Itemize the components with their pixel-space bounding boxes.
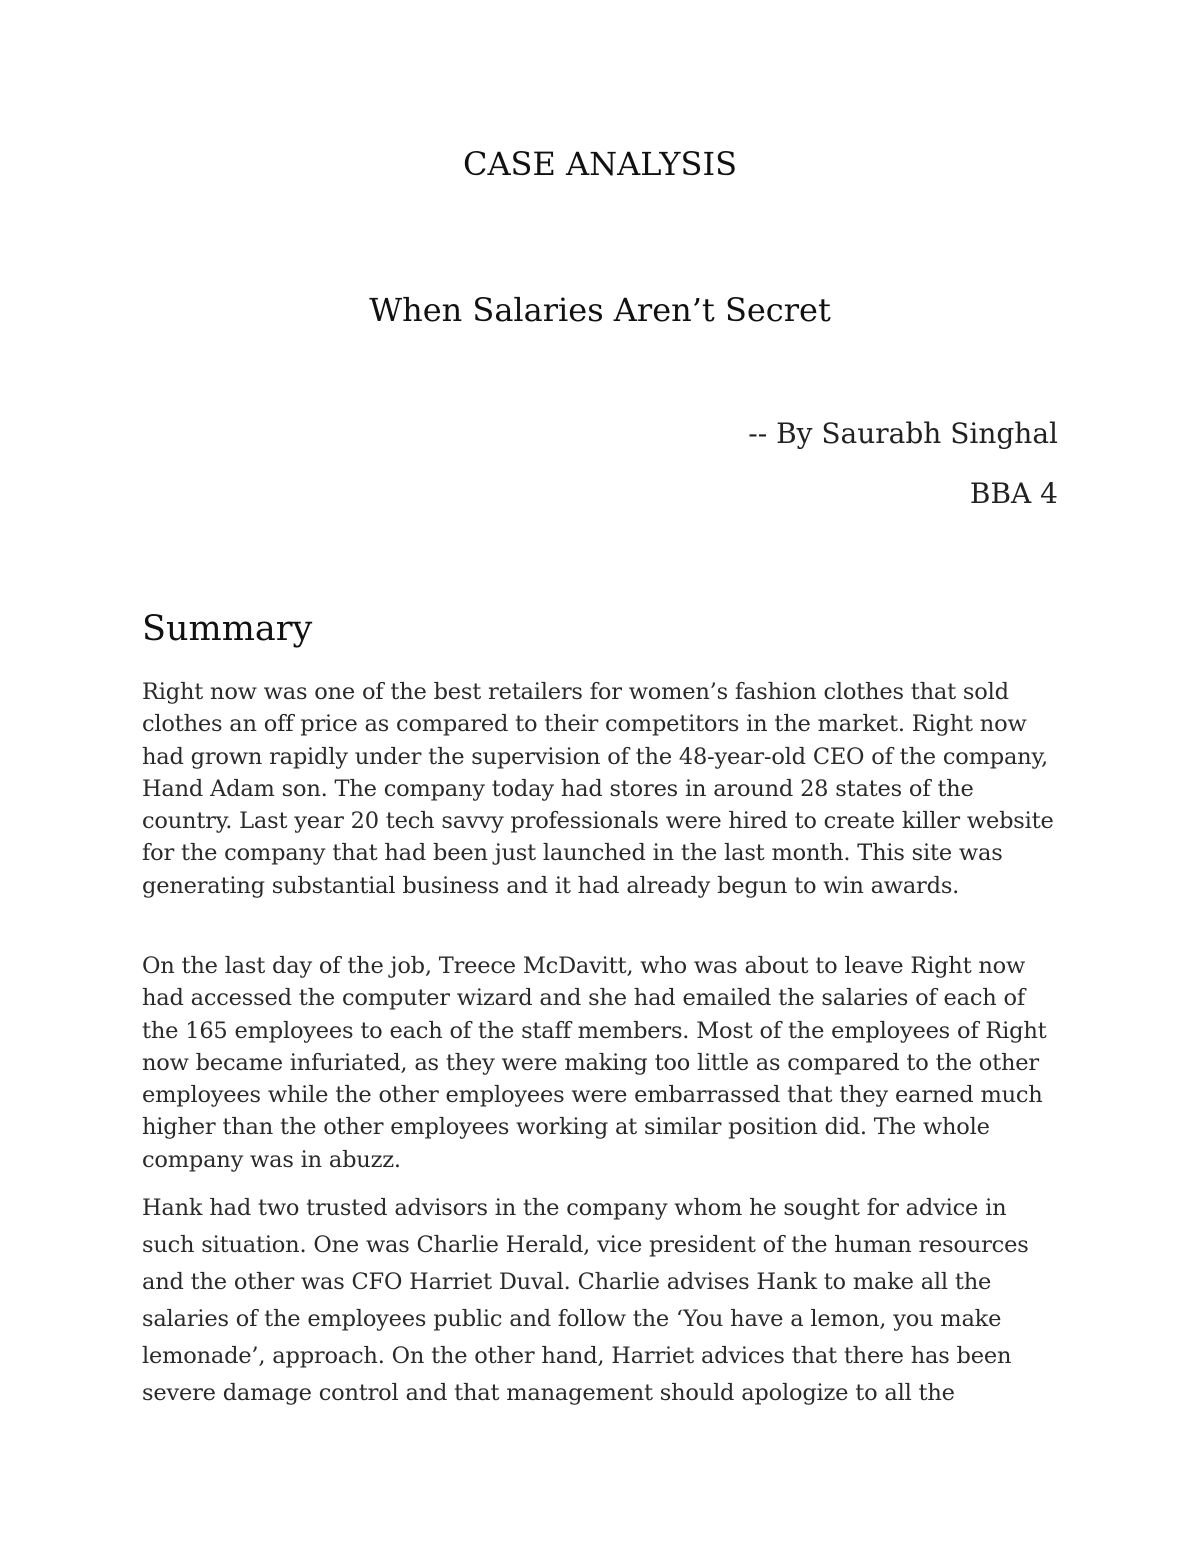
- class-line: BBA 4: [969, 477, 1058, 510]
- summary-paragraph-3: Hank had two trusted advisors in the company whom he sought for advice in such situation. One was Charlie Herald, vice president of the human resources and the other was CFO Harriet Duval. Charlie advises Hank to make all the salaries of the employees public and follow the ‘You have a lemon, you make lemonade’, approach. On the other hand, Harriet advices that there has been severe damage control and that management should apologize to all the: [142, 1195, 1029, 1406]
- summary-paragraph-1: Right now was one of the best retailers for women’s fashion clothes that sold clothes an off price as compared to their competitors in the market. Right now had grown rapidly under the supervision of the 48-year-old CEO of the company, Hand Adam son. The company today had stores in around 28 states of the country. Last year 20 tech savvy professionals were hired to create killer website for the company that had been just launched in the last month. This site was generating substantial business and it had already begun to win awards.: [142, 679, 1054, 899]
- section-heading-summary: Summary: [142, 609, 313, 649]
- summary-paragraph-2: On the last day of the job, Treece McDavitt, who was about to leave Right now had accessed the computer wizard and she had emailed the salaries of each of the 165 employees to each of the staff members. Most of the employees of Right now became infuriated, as they were making too little as compared to the other employees while the other employees were embarrassed that they earned much higher than the other employees working at similar position did. The whole company was in abuzz.: [142, 953, 1047, 1173]
- document-title: CASE ANALYSIS: [462, 145, 738, 183]
- document-subtitle: When Salaries Aren’t Secret: [369, 291, 831, 329]
- author-line: -- By Saurabh Singhal: [748, 417, 1058, 450]
